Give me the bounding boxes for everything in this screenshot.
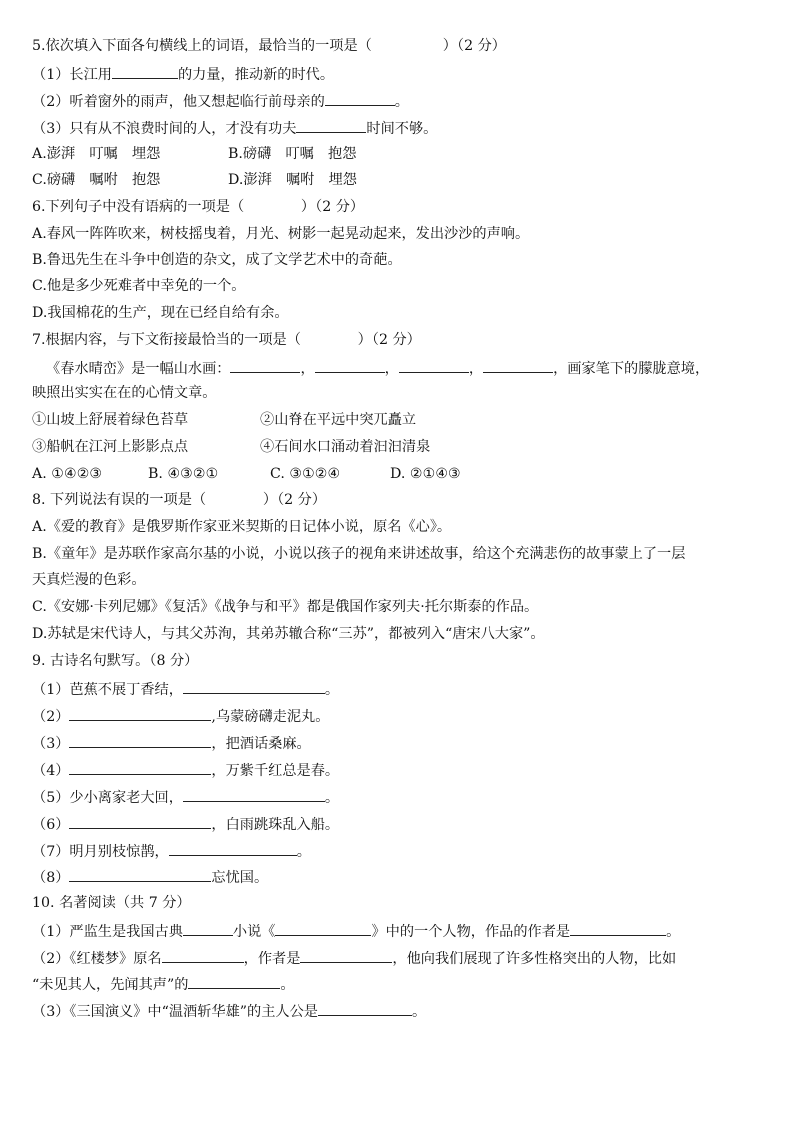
q5-s2-start: （2）听着窗外的雨声，他又想起临行前母亲的 <box>32 94 325 110</box>
q8-stem: 8. 下列说法有误的一项是（ ）（2 分） <box>32 492 327 508</box>
q9-line-6 <box>32 813 766 835</box>
q10-l2-text-c: ，他向我们展现了许多性格突出的人物，比如 <box>392 951 677 967</box>
q5-options-row-2 <box>32 170 766 190</box>
q9-l8-blank[interactable] <box>69 866 211 882</box>
q10-l1-text-a: （1）严监生是我国古典 <box>32 924 183 940</box>
q8-option-b-line-2: 天真烂漫的色彩。 <box>32 572 146 588</box>
q7-item-2: ②山脊在平远中突兀矗立 <box>260 412 417 428</box>
q10-l3-end: 。 <box>280 977 295 993</box>
q9-l1-end: 。 <box>324 682 340 698</box>
q8-option-b-line-1[interactable]: B.《童年》是苏联作家高尔基的小说，小说以孩子的视角来讲述故事，给这个充满悲伤的故事蒙上了一层 <box>32 546 686 562</box>
q6-option-a[interactable]: A.春风一阵阵吹来，树枝摇曳着，月光、树影一起晃动起来，发出沙沙的声响。 <box>32 226 530 242</box>
q10-l2-text-a: （2）《红楼梦》原名 <box>32 951 162 967</box>
q9-l3-num: （3） <box>32 736 70 752</box>
q7-option-b[interactable]: B. ④③②① <box>148 466 219 482</box>
q9-l6-num: （6） <box>32 817 70 833</box>
q7-blank-1[interactable] <box>230 357 300 373</box>
q10-l1-text-c: 》中的一个人物，作品的作者是 <box>371 924 571 940</box>
q6-option-b[interactable]: B.鲁迅先生在斗争中创造的杂文，成了文学艺术中的奇葩。 <box>32 252 402 268</box>
q5-s3-blank[interactable] <box>296 117 366 133</box>
q5-s3-end: 时间不够。 <box>366 121 438 137</box>
q10-l1-text-b: 小说《 <box>232 924 276 940</box>
q9-line-7 <box>32 840 766 862</box>
q9-l8-num: （8） <box>32 870 70 886</box>
q9-l7-text: （7）明月别枝惊鹊， <box>32 844 169 860</box>
q7-items-row-2 <box>32 437 766 457</box>
q9-line-8 <box>32 866 766 888</box>
q10-l4-blank[interactable] <box>318 1000 412 1016</box>
q10-line-3 <box>32 973 766 995</box>
q7-stem: 7.根据内容，与下文衔接最恰当的一项是（ ）（2 分） <box>32 332 421 348</box>
q7-item-3: ③船帆在江河上影影点点 <box>32 439 189 455</box>
q7-passage-line-2: 映照出实实在在的心情文章。 <box>32 385 217 401</box>
q9-line-2 <box>32 705 766 727</box>
q7-item-1: ①山坡上舒展着绿色苔草 <box>32 412 189 428</box>
q10-l4-text: （3）《三国演义》中“温酒斩华雄”的主人公是 <box>32 1004 318 1020</box>
q10-l1-blank-author[interactable] <box>570 920 666 936</box>
q7-item-4: ④石间水口涌动着汩汩清泉 <box>260 439 431 455</box>
q7-blank-3[interactable] <box>399 357 469 373</box>
q10-l4-end: 。 <box>412 1004 427 1020</box>
q5-s1-end: 的力量，推动新的时代。 <box>177 67 335 83</box>
q5-s2-blank[interactable] <box>325 90 395 106</box>
q7-passage-start: 《春水晴峦》是一幅山水画： <box>46 361 231 377</box>
q10-l1-blank-title[interactable] <box>275 920 371 936</box>
q8-option-a[interactable]: A.《爱的教育》是俄罗斯作家亚米契斯的日记体小说，原名《心》。 <box>32 519 452 535</box>
q10-stem: 10. 名著阅读（共 7 分） <box>32 895 191 911</box>
q5-sentence-1 <box>32 63 766 85</box>
q9-l6-blank[interactable] <box>69 813 211 829</box>
q7-sep-2: ， <box>384 361 399 377</box>
q9-l4-text: ，万紫千红总是春。 <box>211 763 340 779</box>
q10-l1-blank-genre[interactable] <box>183 920 233 936</box>
q7-sep-1: ， <box>300 361 315 377</box>
q7-sep-3: ， <box>468 361 484 377</box>
q10-l3-text: “未见其人，先闻其声”的 <box>32 977 189 993</box>
q9-l7-blank[interactable] <box>169 840 297 856</box>
q7-passage-line-1 <box>46 357 766 379</box>
q5-s1-start: （1）长江用 <box>32 67 112 83</box>
q9-l8-text: 忘忧国。 <box>211 870 269 886</box>
q9-l5-blank[interactable] <box>183 786 325 802</box>
q5-option-a[interactable]: A.澎湃 叮嘱 埋怨 <box>32 146 161 162</box>
q5-option-c[interactable]: C.磅礴 嘱咐 抱怨 <box>32 172 161 188</box>
q9-line-5 <box>32 786 766 808</box>
q7-option-c[interactable]: C. ③①②④ <box>270 466 341 482</box>
q9-l3-text: ，把酒话桑麻。 <box>211 736 311 752</box>
q9-l2-text: ,乌蒙磅礴走泥丸。 <box>211 709 330 725</box>
q9-stem: 9. 古诗名句默写。（8 分） <box>32 653 199 669</box>
q9-l5-text: （5）少小离家老大回， <box>32 790 183 806</box>
q8-option-d[interactable]: D.苏轼是宋代诗人，与其父苏洵，其弟苏辙合称“三苏”，都被列入“唐宋八大家”。 <box>32 626 545 642</box>
q6-option-c[interactable]: C.他是多少死难者中幸免的一个。 <box>32 278 246 294</box>
q6-option-d[interactable]: D.我国棉花的生产，现在已经自给有余。 <box>32 305 289 321</box>
q5-option-d[interactable]: D.澎湃 嘱咐 埋怨 <box>228 172 357 188</box>
q9-l3-blank[interactable] <box>69 732 211 748</box>
q5-s2-end: 。 <box>394 94 409 110</box>
q7-option-d[interactable]: D. ②①④③ <box>390 466 461 482</box>
q9-l6-text: ，白雨跳珠乱入船。 <box>211 817 340 833</box>
q9-line-1 <box>32 678 766 700</box>
q5-s1-blank[interactable] <box>112 63 178 79</box>
q7-option-a[interactable]: A. ①④②③ <box>32 466 103 482</box>
q10-l2-blank-author[interactable] <box>300 947 392 963</box>
q6-stem: 6.下列句子中没有语病的一项是（ ）（2 分） <box>32 199 365 215</box>
q5-s3-start: （3）只有从不浪费时间的人，才没有功夫 <box>32 121 297 137</box>
q7-passage-end: ，画家笔下的朦胧意境， <box>553 361 710 377</box>
q10-l3-blank[interactable] <box>188 973 280 989</box>
q5-sentence-3 <box>32 117 766 139</box>
q10-l1-end: 。 <box>666 924 681 940</box>
q9-line-4 <box>32 759 766 781</box>
q7-options-row <box>32 464 766 484</box>
q9-line-3 <box>32 732 766 754</box>
q5-sentence-2 <box>32 90 766 112</box>
q9-l1-text: （1）芭蕉不展丁香结， <box>32 682 183 698</box>
q5-option-b[interactable]: B.磅礴 叮嘱 抱怨 <box>228 146 357 162</box>
q9-l5-end: 。 <box>324 790 340 806</box>
q5-stem: 5.依次填入下面各句横线上的词语，最恰当的一项是（ ）（2 分） <box>32 38 506 54</box>
q7-items-row-1 <box>32 410 766 430</box>
q10-l2-text-b: ，作者是 <box>243 951 301 967</box>
q9-l1-blank[interactable] <box>183 678 325 694</box>
q7-blank-2[interactable] <box>315 357 385 373</box>
q9-l2-num: （2） <box>32 709 70 725</box>
q5-options-row-1 <box>32 144 766 164</box>
q8-option-c[interactable]: C.《安娜·卡列尼娜》《复活》《战争与和平》都是俄国作家列夫·托尔斯泰的作品。 <box>32 599 539 615</box>
q7-blank-4[interactable] <box>483 357 553 373</box>
q10-line-2 <box>32 947 766 969</box>
q9-l7-end: 。 <box>296 844 311 860</box>
q9-l4-blank[interactable] <box>69 759 211 775</box>
q10-line-4 <box>32 1000 766 1022</box>
q10-line-1 <box>32 920 766 942</box>
q9-l2-blank[interactable] <box>69 705 211 721</box>
q10-l2-blank-name[interactable] <box>162 947 244 963</box>
q9-l4-num: （4） <box>32 763 70 779</box>
